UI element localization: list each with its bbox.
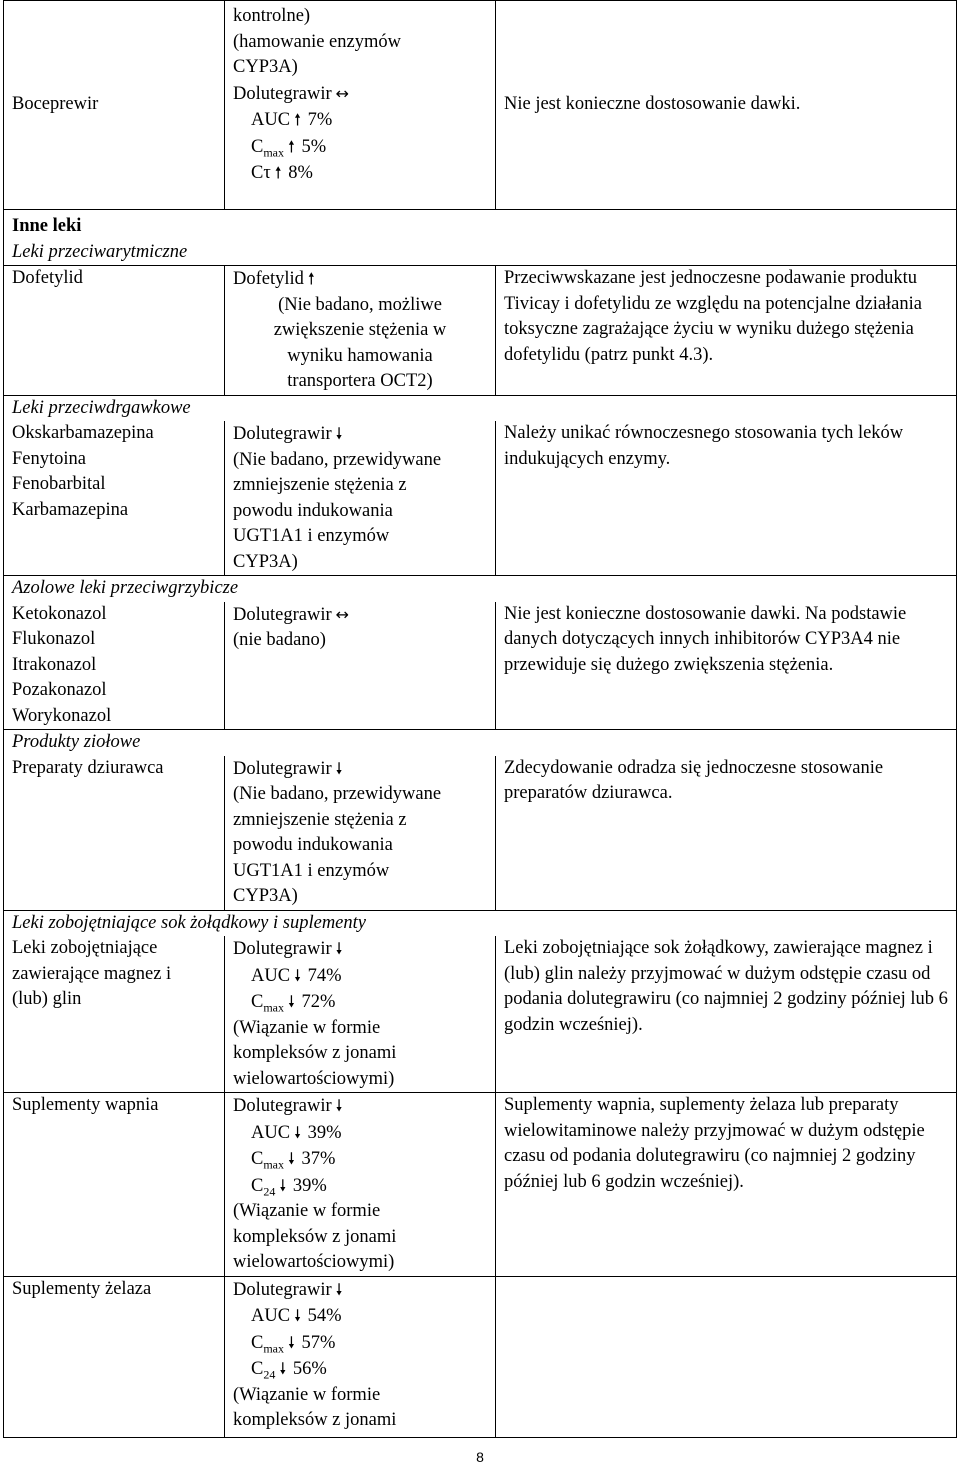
drug-name: zawierające magnez i: [12, 963, 172, 984]
effect-text: wyniku hamowania: [287, 345, 433, 366]
effect-drug: Dolutegrawir: [233, 758, 332, 779]
effect-text: kompleksów z jonami: [233, 1226, 397, 1247]
table-row: [4, 266, 957, 396]
effect-text: CYP3A): [233, 551, 298, 572]
bidirectional-arrow-icon: ↔: [335, 604, 350, 624]
table-row: [4, 1276, 957, 1437]
down-arrow-icon: 🠗: [288, 992, 295, 1011]
table-row: [4, 1, 957, 210]
effect-text: UGT1A1 i enzymów: [233, 526, 390, 546]
interaction-table: [3, 0, 957, 1438]
effect-cell: [225, 1276, 496, 1437]
effect-cell: [225, 1, 496, 210]
table-row: [4, 421, 957, 576]
drug-name: Worykonazol: [12, 705, 112, 726]
down-arrow-icon: 🠗: [294, 965, 301, 985]
drug-name: Karbamazepina: [12, 499, 129, 520]
effect-text: powodu indukowania: [233, 835, 393, 855]
pk-label: AUC: [251, 1122, 291, 1143]
effect-cell: [225, 936, 496, 1093]
pk-subscript: max: [263, 1341, 285, 1356]
pk-label: C: [251, 1359, 264, 1379]
down-arrow-icon: 🠗: [279, 1359, 287, 1378]
table-row: [4, 395, 957, 421]
pk-value: 54%: [307, 1306, 342, 1326]
effect-drug: Dolutegrawir: [233, 1096, 332, 1116]
down-arrow-icon: 🠗: [294, 1122, 301, 1142]
effect-drug: Dofetylid: [233, 269, 304, 289]
down-arrow-icon: 🠗: [279, 1175, 287, 1195]
pk-value: 39%: [292, 1175, 327, 1196]
subsection-title: Leki zobojętniające sok żołądkowy i suplementy: [12, 912, 366, 933]
recommendation-text: Leki zobojętniające sok żołądkowy, zawierające magnez i (lub) glin należy przyjmować w dużym odstępie czasu od podania dolutegrawiru (co najmniej 2 godziny później lub 6 godzin wcześniej).: [504, 938, 948, 1035]
recommendation-cell: [496, 421, 957, 576]
effect-text: (Wiązanie w formie: [233, 1384, 381, 1405]
effect-cell: [225, 1093, 496, 1277]
subsection-title: Leki przeciwdrgawkowe: [12, 397, 191, 418]
effect-text: wielowartościowymi): [233, 1252, 395, 1272]
up-arrow-icon: 🠕: [288, 136, 295, 156]
recommendation-text: Nie jest konieczne dostosowanie dawki. Na podstawie danych dotyczących innych inhibitorów CYP3A4 nie przewiduje się dużego zwiększenia stężenia.: [504, 603, 907, 675]
drug-cell: [4, 1276, 225, 1437]
effect-drug: Dolutegrawir: [233, 424, 332, 444]
pk-subscript: 24: [263, 1367, 276, 1382]
page-number: 8: [476, 1449, 484, 1465]
pk-value: 7%: [307, 110, 333, 130]
effect-text: zwiększenie stężenia w: [273, 320, 447, 340]
pk-value: 8%: [288, 163, 313, 183]
recommendation-cell: [496, 1276, 957, 1437]
section-cell: [4, 730, 957, 756]
up-arrow-icon: 🠕: [307, 269, 315, 288]
subsection-title: Leki przeciwarytmiczne: [12, 241, 188, 262]
drug-name: Boceprewir: [12, 94, 99, 115]
table-row: [4, 210, 957, 266]
pk-value: 37%: [301, 1149, 336, 1169]
section-cell: [4, 910, 957, 936]
table-row: [4, 1093, 957, 1277]
drug-name: Okskarbamazepina: [12, 423, 154, 443]
recommendation-cell: [496, 1093, 957, 1277]
pk-label: Cτ: [251, 163, 271, 183]
effect-drug: Dolutegrawir: [233, 939, 332, 959]
recommendation-text: Zdecydowanie odradza się jednoczesne stosowanie preparatów dziurawca.: [504, 757, 884, 803]
effect-text: powodu indukowania: [233, 500, 393, 521]
pk-value: 74%: [307, 965, 342, 986]
pk-value: 72%: [301, 992, 336, 1012]
section-title: Inne leki: [12, 216, 82, 236]
down-arrow-icon: 🠗: [288, 1332, 295, 1352]
pk-label: C: [251, 992, 264, 1012]
recommendation-cell: [496, 936, 957, 1093]
drug-name: Leki zobojętniające: [12, 938, 158, 958]
drug-cell: [4, 602, 225, 730]
pk-subscript: 24: [263, 1184, 276, 1199]
down-arrow-icon: 🠗: [335, 939, 343, 958]
pk-label: AUC: [251, 110, 291, 130]
effect-cell: [225, 756, 496, 911]
effect-text: (nie badano): [233, 630, 326, 650]
pk-subscript: max: [263, 1157, 285, 1172]
drug-name: Itrakonazol: [12, 654, 97, 675]
down-arrow-icon: 🠗: [335, 1096, 343, 1115]
down-arrow-icon: 🠗: [335, 758, 343, 778]
table-row: [4, 602, 957, 730]
effect-text: wielowartościowymi): [233, 1068, 395, 1089]
pk-label: AUC: [251, 965, 291, 986]
table-row: [4, 576, 957, 602]
recommendation-text: Suplementy wapnia, suplementy żelaza lub preparaty wielowitaminowe należy przyjmować w dużym odstępie czasu od podania dolutegrawiru (co najmniej 2 godziny później lub 6 godzin wcześniej).: [504, 1095, 925, 1192]
effect-drug: Dolutegrawir: [233, 604, 332, 625]
up-arrow-icon: 🠕: [294, 110, 301, 129]
pk-label: C: [251, 1332, 264, 1353]
pk-value: 39%: [307, 1122, 342, 1143]
recommendation-cell: [496, 602, 957, 730]
down-arrow-icon: 🠗: [335, 424, 343, 443]
effect-text: transportera OCT2): [287, 371, 433, 391]
drug-name: Pozakonazol: [12, 680, 107, 700]
table-row: [4, 910, 957, 936]
pk-value: 57%: [301, 1332, 336, 1353]
effect-text: (Nie badano, przewidywane: [233, 449, 442, 470]
recommendation-cell: [496, 756, 957, 911]
subsection-title: Produkty ziołowe: [12, 732, 141, 752]
pk-label: C: [251, 1149, 264, 1169]
effect-text: CYP3A): [233, 886, 298, 906]
effect-text: (Wiązanie w formie: [233, 1201, 381, 1221]
effect-cell: [225, 266, 496, 396]
effect-text: (hamowanie enzymów: [233, 31, 401, 52]
effect-text: zmniejszenie stężenia z: [233, 809, 407, 830]
pk-value: 5%: [301, 136, 327, 157]
effect-text: UGT1A1 i enzymów: [233, 860, 390, 881]
drug-cell: [4, 756, 225, 911]
drug-name: Flukonazol: [12, 629, 96, 649]
drug-name: (lub) glin: [12, 989, 82, 1009]
effect-text: kontrolne): [233, 6, 311, 26]
drug-cell: [4, 1, 225, 210]
effect-text: CYP3A): [233, 57, 298, 77]
pk-label: AUC: [251, 1306, 291, 1326]
effect-text: (Wiązanie w formie: [233, 1017, 381, 1038]
bidirectional-arrow-icon: ↔: [335, 83, 350, 103]
effect-cell: [225, 602, 496, 730]
effect-cell: [225, 421, 496, 576]
drug-name: Fenytoina: [12, 448, 86, 469]
effect-drug: Dolutegrawir: [233, 1279, 332, 1300]
up-arrow-icon: 🠕: [274, 163, 282, 182]
drug-name: Suplementy wapnia: [12, 1095, 159, 1115]
drug-name: Dofetylid: [12, 268, 83, 288]
table-row: [4, 730, 957, 756]
drug-cell: [4, 266, 225, 396]
pk-subscript: max: [263, 1000, 285, 1015]
drug-name: Ketokonazol: [12, 603, 107, 624]
recommendation-cell: [496, 1, 957, 210]
down-arrow-icon: 🠗: [288, 1149, 295, 1168]
drug-cell: [4, 421, 225, 576]
drug-cell: [4, 936, 225, 1093]
section-cell: [4, 210, 957, 266]
table-row: [4, 756, 957, 911]
pk-label: C: [251, 136, 264, 157]
recommendation-text: Należy unikać równoczesnego stosowania tych leków indukujących enzymy.: [504, 423, 904, 469]
down-arrow-icon: 🠗: [294, 1306, 301, 1325]
effect-text: kompleksów z jonami: [233, 1043, 397, 1063]
recommendation-text: Przeciwwskazane jest jednoczesne podawanie produktu Tivicay i dofetylidu ze względu na potencjalne działania toksyczne zagrażające życiu w wyniku dużego stężenia dofetylidu (patrz punkt 4.3).: [504, 268, 922, 365]
section-cell: [4, 576, 957, 602]
section-cell: [4, 395, 957, 421]
effect-text: (Nie badano, możliwe: [278, 294, 442, 315]
drug-name: Suplementy żelaza: [12, 1278, 152, 1299]
recommendation-cell: [496, 266, 957, 396]
effect-drug: Dolutegrawir: [233, 83, 332, 104]
pk-label: C: [251, 1175, 264, 1196]
drug-name: Fenobarbital: [12, 474, 106, 494]
effect-text: kompleksów z jonami: [233, 1410, 397, 1430]
effect-text: zmniejszenie stężenia z: [233, 475, 407, 495]
drug-cell: [4, 1093, 225, 1277]
drug-name: Preparaty dziurawca: [12, 757, 164, 778]
pk-subscript: max: [263, 145, 285, 160]
pk-value: 56%: [292, 1359, 327, 1379]
down-arrow-icon: 🠗: [335, 1279, 343, 1299]
subsection-title: Azolowe leki przeciwgrzybicze: [12, 578, 239, 598]
recommendation-text: Nie jest konieczne dostosowanie dawki.: [504, 94, 801, 115]
effect-text: (Nie badano, przewidywane: [233, 784, 442, 804]
table-row: [4, 936, 957, 1093]
